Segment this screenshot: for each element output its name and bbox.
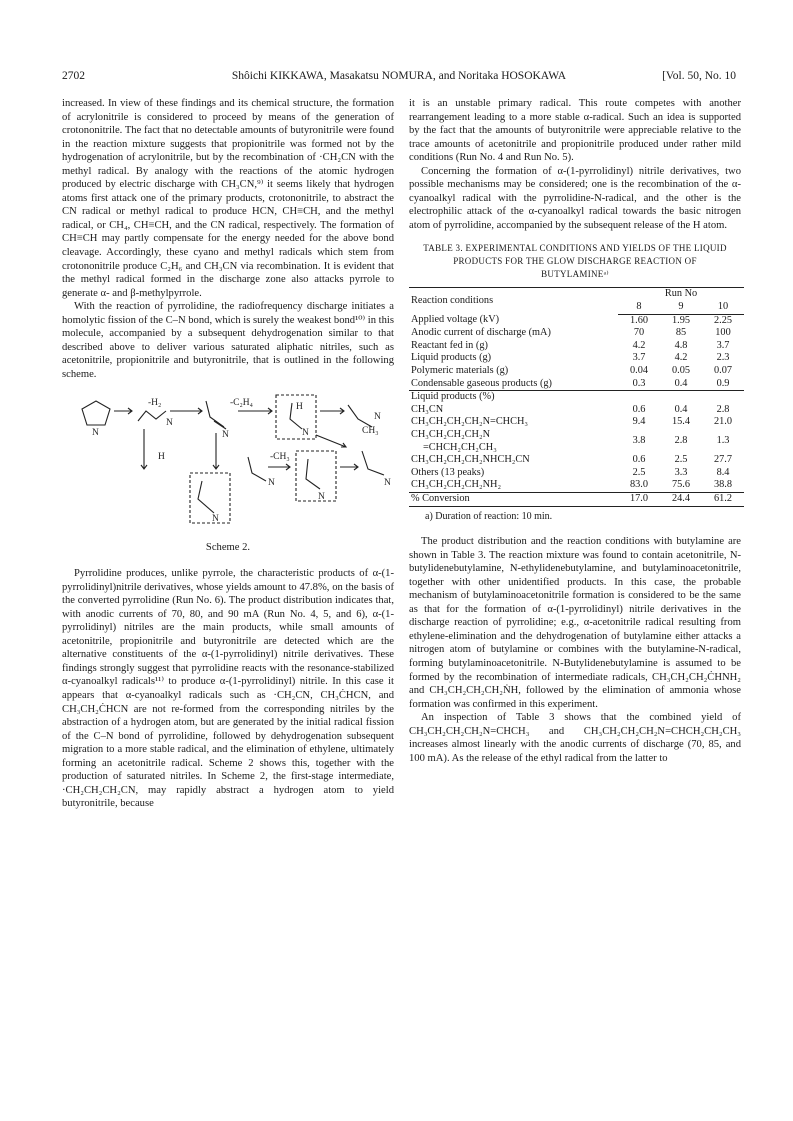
cell: 24.4: [660, 492, 702, 506]
cell: 4.2: [674, 352, 688, 364]
paragraph: An inspection of Table 3 shows that the combined yield of CH₃CH₂CH₂CH₂N=CHCH₃ and CH₃CH₂CH₂CH₂N=CHCH₂CH₂CH₃ increases almost linearly with the anodic currents of discharge (70, 85, and 100 mA). As the release of the ethyl radical from the latter to: [409, 712, 741, 764]
paragraph: With the reaction of pyrrolidine, the radiofrequency discharge initiates a homolytic fission of the C–N bond, which is surely the weakest bond¹⁰⁾ in this molecule, accompanied by a subsequent dehydrogenation similar to that described above to deliver various saturated aliphatic nitriles, such as acetonitrile, propionitrile and butyronitrile, that is outlined in the following scheme.: [62, 301, 394, 380]
table-header-row: [409, 288, 744, 301]
row-label: CH₃CH₂CH₂CH₂NHCH₂CN: [411, 454, 530, 466]
cell: 0.4: [674, 403, 688, 415]
cell: 2.5: [632, 466, 646, 478]
row-label: % Conversion: [409, 492, 618, 506]
cell: 0.9: [702, 378, 744, 391]
arrow: [316, 435, 346, 447]
run-number: 10: [702, 301, 744, 314]
nitrile-chain: [348, 405, 372, 427]
page-header: [62, 70, 736, 86]
scheme-label-n: N: [166, 418, 173, 429]
nitrile-chain: [206, 401, 224, 427]
row-label: Condensable gaseous products (g): [409, 378, 618, 391]
scheme-label-n: N: [222, 430, 229, 441]
table-row: [409, 454, 744, 467]
scheme-label-ch3-loss: -CH₃: [270, 452, 290, 463]
cell: 0.04: [629, 365, 649, 377]
table-row: [409, 378, 744, 391]
row-label-line: CH₃CH₂CH₂CH₂N: [411, 429, 491, 440]
nitrile-chain: [248, 457, 266, 481]
cell: 2.5: [674, 454, 688, 466]
row-label-line: =CHCH₂CH₂CH₃: [423, 441, 497, 453]
table-row: [409, 479, 744, 492]
scheme-label-n: N: [374, 412, 381, 423]
cell: 2.3: [716, 352, 730, 364]
cell: 85: [675, 327, 687, 339]
table-row: [409, 416, 744, 429]
cell: 0.6: [632, 403, 646, 415]
scheme-label-n: N: [302, 428, 309, 439]
cell: 3.3: [674, 466, 688, 478]
table-row: [409, 404, 744, 417]
scheme-caption: Scheme 2.: [205, 542, 251, 554]
table-row: [409, 327, 744, 340]
cell: 8.4: [716, 466, 730, 478]
scheme-label-ch3: CH₃: [362, 426, 379, 437]
cell: 0.05: [671, 365, 691, 377]
cell: 3.7: [632, 352, 646, 364]
paragraph: it is an unstable primary radical. This route competes with another rearrangement leading to a more stable α-radical. Such an idea is supported by the fact that the amounts of butyronitrile were appreciable relative to the trace amounts of acetonitrile and propionitrile produced under rather mild conditions (Run No. 4 and Run No. 5).: [409, 98, 741, 164]
row-label: Applied voltage (kV): [411, 314, 500, 326]
row-label: Others (13 peaks): [411, 466, 485, 478]
row-label: Polymeric materials (g): [411, 365, 509, 377]
page-number: 2702: [62, 70, 85, 82]
table-row: [409, 429, 744, 454]
cell: 1.60: [629, 314, 649, 326]
row-label: Liquid products (g): [411, 352, 492, 364]
section-label: Liquid products (%): [411, 391, 495, 403]
volume-info: [Vol. 50, No. 10: [662, 70, 736, 82]
cell: 75.6: [660, 479, 702, 492]
table-row: [409, 352, 744, 365]
cell: 83.0: [618, 479, 660, 492]
cell: 100: [715, 327, 731, 339]
row-label: [409, 429, 618, 454]
scheme-label-n: N: [384, 478, 391, 489]
radical-chain: [138, 411, 166, 421]
cell: 0.4: [660, 378, 702, 391]
run-number: 8: [618, 301, 660, 314]
run-number: 9: [660, 301, 702, 314]
cell: 61.2: [702, 492, 744, 506]
right-column: [409, 97, 741, 765]
table-footnote: a) Duration of reaction: 10 min.: [425, 510, 553, 522]
reaction-scheme: [62, 389, 394, 539]
cell: 15.4: [671, 416, 691, 428]
row-label: Anodic current of discharge (mA): [411, 327, 551, 339]
table-row: [409, 467, 744, 480]
cell: 2.8: [674, 435, 688, 447]
cell: 2.8: [716, 403, 730, 415]
table-row-conversion: [409, 492, 744, 506]
cell: 4.8: [674, 339, 688, 351]
scheme-label-h: H: [296, 402, 303, 413]
cell: 1.3: [716, 435, 730, 447]
table-row: [409, 314, 744, 327]
scheme-label-n: N: [212, 514, 219, 525]
scheme-label-h: H: [158, 452, 165, 463]
dashed-box: [190, 473, 230, 523]
cell: 0.07: [713, 365, 733, 377]
cell: 21.0: [713, 416, 733, 428]
scheme-label-h2: -H₂: [148, 398, 162, 409]
row-label: CH₃CH₂CH₂CH₂N=CHCH₃: [411, 416, 529, 428]
cell: 17.0: [618, 492, 660, 506]
table-section-row: [409, 391, 744, 404]
cell: 1.95: [671, 314, 691, 326]
scheme-label-n: N: [268, 478, 275, 489]
paragraph: increased. In view of these findings and its chemical structure, the formation of acrylonitrile is considered to proceed by means of the generation of crotononitrile. The fact that no detectable amounts of butyronitrile were found in the reaction mixture suggests that propionitrile was formed not by the hydrogenation of acrylonitrile, but by the recombination of ·CH₂CN with the methyl radical. By analogy with the reactions of the atomic hydrogen produced by electric discharge with CH₃CN,⁹⁾ it seems likely that hydrogen atoms first attack one of the primary products, crotononitrile, to abstract the CN radical or methyl radical to produce HCN, CH≡CH, and the methyl radical, or CH₄, CH≡CH, and the CN radical, respectively. The formation of CH≡CH may partly compensate for the energy needed for the above bond cleavage. Accordingly, these cyano and methyl radicals which stem from crotononitrile produce C₂H₆ and CH₃CN via recombination. It is evident that the methyl radical formed in the discharge zone also attacks pyrrole to generate α- and β-methylpyrrole.: [62, 98, 394, 299]
pyrrolidine-ring: [82, 401, 110, 425]
paragraph: Concerning the formation of α-(1-pyrrolidinyl) nitrile derivatives, two possible mechanisms may be considered; one is the recombination of the α-cyanoalkyl radical with the pyrrolidine-N-radical, and the other is the electrophilic attack of the α-cyanoalkyl radical towards the basic nitrogen atom of pyrrolidine, accompanied by the subsequent release of the H atom.: [409, 165, 741, 231]
scheme-label-c2h4: -C₂H₄: [230, 398, 253, 409]
cell: 0.6: [632, 454, 646, 466]
cell: 3.7: [716, 339, 730, 351]
left-column: [62, 97, 394, 811]
row-label: Reactant fed in (g): [411, 339, 488, 351]
table-row: [409, 365, 744, 378]
scheme-label-n: N: [92, 428, 99, 439]
table-3: [409, 287, 744, 506]
paragraph: The product distribution and the reaction conditions with butylamine are shown in Table 3. The reaction mixture was found to contain acetonitrile, N-butylidenebutylamine, N-ethylidenebutylamine, and butylaminoacetonitrile, together with other unidentified products. In this case, the probable mechanism of butylaminoacetonitrile formation is considered to be the same as that for the formation of α-(1-pyrrolidinyl) nitrile derivatives in the discharge reaction of pyrrolidine; e.g., α-acetonitrile radical resulting from ethylene-elimination and the dehydrogenation of butylamine either attacks a nitrogen atom of butylamine or combines with the butylamine-N-radical, forming butylaminoacetonitrile. N-Butylidenebutylamine is assumed to be formed by the recombination of intermediate radicals, CH₃CH₂CH₂ĊHNH₂ and CH₃CH₂CH₂CH₂ṄH, followed by the elimination of ammonia whose formation was confirmed in this experiment.: [409, 536, 741, 710]
nitrile-chain: [362, 451, 384, 475]
cell: 27.7: [713, 454, 733, 466]
cell: 4.2: [632, 339, 646, 351]
row-label: CH₃CN: [411, 403, 444, 415]
paragraph: Pyrrolidine produces, unlike pyrrole, the characteristic products of α-(1-pyrrolidinyl)nitrile derivatives, whose yields amount to 47.8%, on the basis of the converted pyrrolidine (Run No. 6). The product distribution indicates that, with anodic currents of 70, 80, and 90 mA (Run No. 4, 5, and 6), α-(1-pyrrolidinyl) nitriles are the main products, while small amounts of acetonitrile, propionitrile and butyronitrile are detected which are the alternative constituents of the α-(1-pyrrolidinyl) nitrile derivatives. These findings strongly suggest that pyrrolidine reacts with the resonance-stabilized α-cyanoalkyl radicals¹¹⁾ to produce α-(1-pyrrolidinyl) nitrile. In this case it appears that α-cyanoalkyl radicals such as ·CH₂CN, CH₃ĊHCN, and CH₃CH₂ĊHCN are not re-formed from the corresponding nitriles by the abstraction of a hydrogen atom, but are generated by the initial radical fission of the C–N bond of pyrrolidine, followed by dehydrogenation subsequent migration to a more stable radical, and the elimination of ethylene, ultimately forming an acetonitrile radical. Scheme 2 shows this, together with the production of saturated nitriles. In Scheme 2, the first-stage intermediate, ·CH₂CH₂CH₂CN, may rapidly abstract a hydrogen atom to yield butyronitrile, because: [62, 568, 394, 810]
scheme-2-diagram: [62, 389, 394, 539]
table-row: [409, 340, 744, 353]
cell: 2.25: [713, 314, 733, 326]
cell: 70: [633, 327, 645, 339]
scheme-label-n: N: [318, 492, 325, 503]
cell: 3.8: [632, 435, 646, 447]
table-header-label: Reaction conditions: [409, 288, 618, 314]
cell: 0.3: [618, 378, 660, 391]
table-caption: TABLE 3. EXPERIMENTAL CONDITIONS AND YIELDS OF THE LIQUID PRODUCTS FOR THE GLOW DISCHARGE REACTION OF BUTYLAMINEᵃ⁾: [423, 243, 727, 280]
running-authors: Shôichi KIKKAWA, Masakatsu NOMURA, and Noritaka HOSOKAWA: [231, 70, 567, 82]
row-label: CH₃CH₂CH₂CH₂NH₂: [409, 479, 618, 492]
dashed-box: [296, 451, 336, 501]
cell: 38.8: [702, 479, 744, 492]
run-no-label: Run No: [618, 288, 744, 301]
cell: 9.4: [632, 416, 646, 428]
